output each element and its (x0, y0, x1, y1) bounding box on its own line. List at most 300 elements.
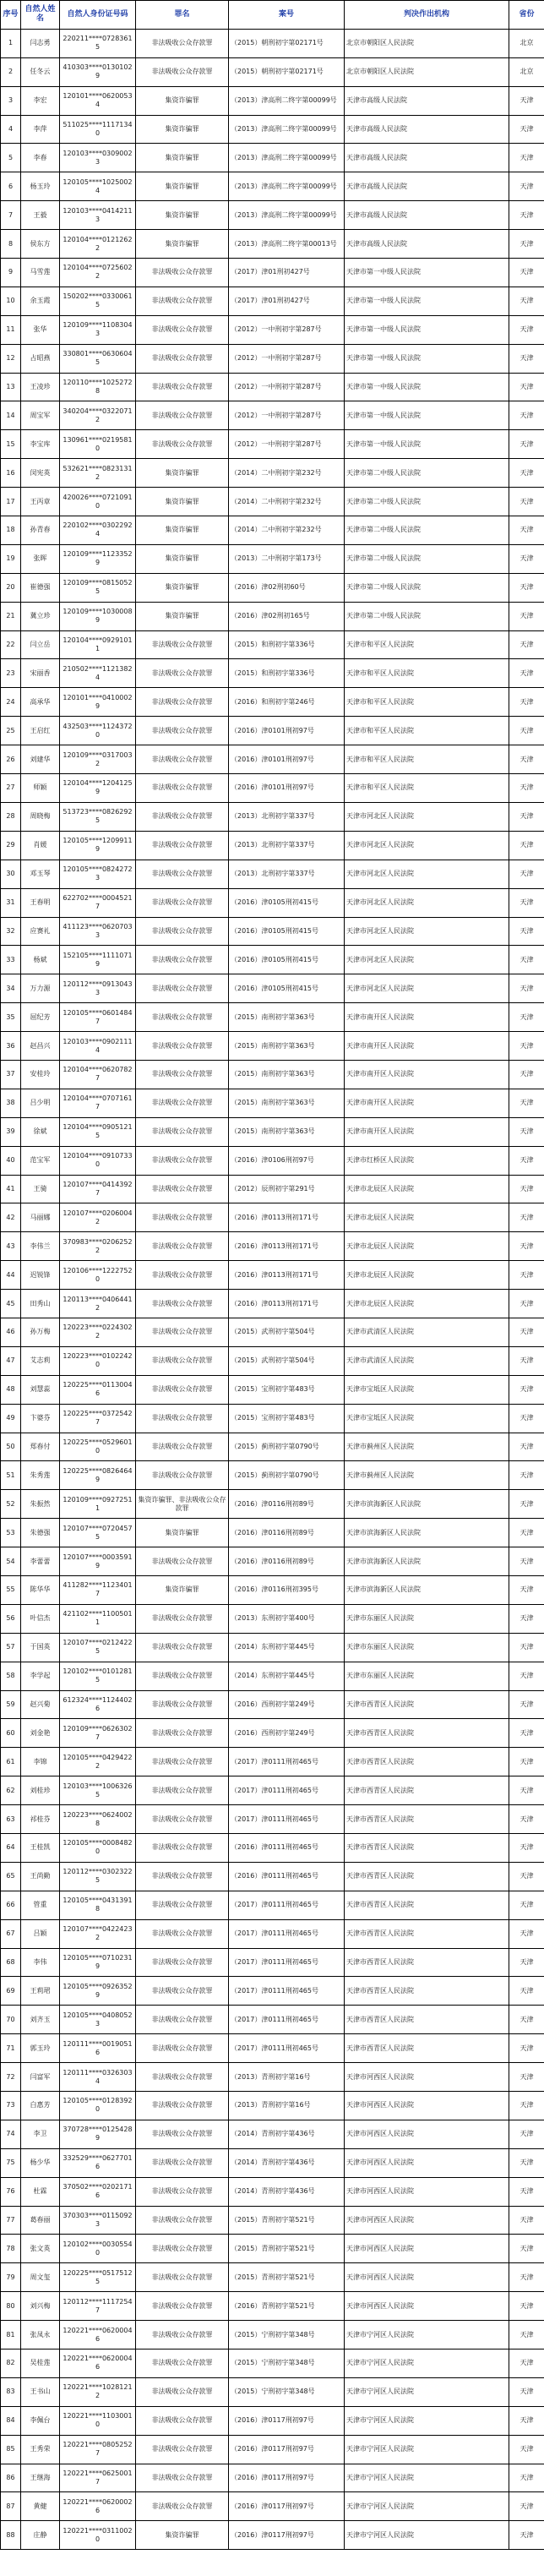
cell-id-number: 420026****07210910 (60, 488, 136, 516)
cell-court: 天津市蓟州区人民法院 (345, 1461, 509, 1490)
cell-court: 天津市南开区人民法院 (345, 1089, 509, 1117)
cell-name: 孙万梅 (21, 1318, 60, 1346)
cell-province: 天津 (509, 2120, 544, 2148)
cell-case-number: （2016）津0101刑初97号 (229, 717, 345, 745)
table-row (1, 2006, 544, 2034)
cell-province: 天津 (509, 2492, 544, 2521)
cell-index: 81 (1, 2321, 21, 2350)
cell-province: 天津 (509, 1805, 544, 1834)
cell-name: 李萍 (21, 115, 60, 144)
cell-case-number: （2015）和刑初字第336号 (229, 659, 345, 688)
cell-province: 天津 (509, 2435, 544, 2464)
table-row (1, 430, 544, 459)
table-row (1, 1690, 544, 1719)
table-row (1, 2492, 544, 2521)
cell-id-number: 120109****08150525 (60, 573, 136, 602)
cell-province: 天津 (509, 1375, 544, 1404)
cell-province: 天津 (509, 401, 544, 430)
cell-index: 83 (1, 2377, 21, 2406)
cell-crime: 非法吸收公众存款罪 (136, 2492, 229, 2521)
cell-province: 天津 (509, 1318, 544, 1346)
cell-index: 32 (1, 917, 21, 946)
cell-court: 天津市河西区人民法院 (345, 2235, 509, 2263)
cell-crime: 非法吸收公众存款罪 (136, 1977, 229, 2006)
cell-province: 天津 (509, 2206, 544, 2235)
cell-crime: 非法吸收公众存款罪 (136, 401, 229, 430)
cell-id-number: 612324****11244026 (60, 1690, 136, 1719)
cell-crime: 非法吸收公众存款罪 (136, 2350, 229, 2378)
cell-name: 于国英 (21, 1633, 60, 1662)
cell-case-number: （2015）宁刑初字第348号 (229, 2377, 345, 2406)
cell-index: 59 (1, 1690, 21, 1719)
cell-court: 天津市北辰区人民法院 (345, 1232, 509, 1261)
cell-index: 50 (1, 1433, 21, 1461)
cell-name: 马丽娜 (21, 1203, 60, 1232)
cell-province: 天津 (509, 488, 544, 516)
cell-id-number: 120105****10250024 (60, 172, 136, 201)
cell-court: 天津市河北区人民法院 (345, 888, 509, 917)
cell-crime: 非法吸收公众存款罪 (136, 2464, 229, 2492)
cell-court: 天津市北辰区人民法院 (345, 1175, 509, 1203)
cell-court: 北京市朝阳区人民法院 (345, 29, 509, 57)
table-row (1, 2034, 544, 2063)
header-case-number: 案号 (229, 1, 345, 30)
cell-index: 10 (1, 287, 21, 315)
cell-province: 天津 (509, 774, 544, 803)
cell-case-number: （2016）津02刑初165号 (229, 602, 345, 630)
table-row (1, 2092, 544, 2120)
cell-case-number: （2014）二中刑初字第232号 (229, 459, 345, 488)
header-crime: 罪名 (136, 1, 229, 30)
cell-crime: 非法吸收公众存款罪 (136, 2377, 229, 2406)
cell-province: 天津 (509, 201, 544, 230)
table-row (1, 373, 544, 401)
cell-name: 李伟 (21, 1948, 60, 1977)
cell-crime: 集资诈骗罪 (136, 230, 229, 259)
cell-id-number: 120110****10252728 (60, 373, 136, 401)
cell-index: 54 (1, 1547, 21, 1576)
cell-crime: 非法吸收公众存款罪 (136, 1290, 229, 1318)
cell-name: 赵兴菊 (21, 1690, 60, 1719)
cell-court: 天津市南开区人民法院 (345, 1117, 509, 1146)
cell-province: 天津 (509, 573, 544, 602)
cell-id-number: 421102****11005011 (60, 1604, 136, 1633)
cell-province: 北京 (509, 29, 544, 57)
cell-case-number: （2016）津02刑初60号 (229, 573, 345, 602)
cell-index: 86 (1, 2464, 21, 2492)
cell-court: 天津市西青区人民法院 (345, 1862, 509, 1891)
cell-case-number: （2016）津0101刑初97号 (229, 745, 345, 774)
cell-court: 天津市河北区人民法院 (345, 831, 509, 860)
table-row (1, 1633, 544, 1662)
cell-name: 刘金艳 (21, 1719, 60, 1748)
table-row (1, 2148, 544, 2177)
cell-crime: 非法吸收公众存款罪 (136, 2263, 229, 2292)
cell-court: 天津市第二中级人民法院 (345, 602, 509, 630)
cell-case-number: （2013）北刑初字第337号 (229, 802, 345, 831)
cell-crime: 非法吸收公众存款罪 (136, 1318, 229, 1346)
cell-name: 王尚勤 (21, 1862, 60, 1891)
cell-court: 天津市河西区人民法院 (345, 2120, 509, 2148)
cell-crime: 集资诈骗罪 (136, 172, 229, 201)
cell-id-number: 120221****10281212 (60, 2377, 136, 2406)
cell-index: 23 (1, 659, 21, 688)
cell-crime: 非法吸收公众存款罪 (136, 259, 229, 287)
cell-crime: 非法吸收公众存款罪 (136, 430, 229, 459)
cell-index: 2 (1, 57, 21, 86)
cell-case-number: （2017）津0111刑初465号 (229, 1776, 345, 1805)
cell-court: 天津市河北区人民法院 (345, 946, 509, 974)
table-row (1, 1776, 544, 1805)
cell-id-number: 120104****01212622 (60, 230, 136, 259)
table-row (1, 630, 544, 659)
cell-province: 天津 (509, 1662, 544, 1690)
cell-name: 王桂凯 (21, 1834, 60, 1863)
cell-id-number: 152105****11110719 (60, 946, 136, 974)
table-row (1, 29, 544, 57)
cell-province: 天津 (509, 1346, 544, 1375)
cell-index: 62 (1, 1776, 21, 1805)
table-row (1, 1547, 544, 1576)
cell-crime: 非法吸收公众存款罪 (136, 1060, 229, 1089)
table-row (1, 115, 544, 144)
cell-index: 6 (1, 172, 21, 201)
cell-case-number: （2017）津01刑初427号 (229, 259, 345, 287)
cell-crime: 非法吸收公众存款罪 (136, 888, 229, 917)
cell-case-number: （2015）蓟刑初字第0790号 (229, 1433, 345, 1461)
cell-court: 天津市滨海新区人民法院 (345, 1490, 509, 1519)
cell-crime: 非法吸收公众存款罪 (136, 2034, 229, 2063)
cell-case-number: （2016）西刑初字第249号 (229, 1690, 345, 1719)
cell-case-number: （2016）津0116刑初395号 (229, 1575, 345, 1604)
cell-court: 天津市宁河区人民法院 (345, 2350, 509, 2378)
cell-crime: 非法吸收公众存款罪 (136, 57, 229, 86)
cell-case-number: （2013）津高刑二终字第00099号 (229, 115, 345, 144)
cell-province: 天津 (509, 688, 544, 717)
cell-case-number: （2012）一中刑初字第287号 (229, 401, 345, 430)
cell-id-number: 120105****06014847 (60, 1003, 136, 1032)
table-row (1, 57, 544, 86)
cell-case-number: （2015）武刑初字第504号 (229, 1346, 345, 1375)
cell-crime: 非法吸收公众存款罪 (136, 1776, 229, 1805)
cell-crime: 集资诈骗罪 (136, 2521, 229, 2550)
cell-index: 71 (1, 2034, 21, 2063)
cell-name: 李伟兰 (21, 1232, 60, 1261)
cell-court: 北京市朝阳区人民法院 (345, 57, 509, 86)
cell-index: 78 (1, 2235, 21, 2263)
cell-crime: 非法吸收公众存款罪 (136, 974, 229, 1003)
cell-court: 天津市第一中级人民法院 (345, 259, 509, 287)
cell-case-number: （2016）津0116刑初89号 (229, 1519, 345, 1547)
cell-case-number: （2013）青刑初字第16号 (229, 2063, 345, 2092)
cell-court: 天津市宁河区人民法院 (345, 2321, 509, 2350)
table-row (1, 688, 544, 717)
cell-id-number: 120221****06250017 (60, 2464, 136, 2492)
cell-crime: 非法吸收公众存款罪 (136, 745, 229, 774)
table-row (1, 1175, 544, 1203)
cell-province: 天津 (509, 86, 544, 115)
cell-name: 李佩台 (21, 2406, 60, 2435)
table-row (1, 1805, 544, 1834)
cell-case-number: （2015）宝刑初字第483号 (229, 1404, 345, 1433)
cell-province: 天津 (509, 1519, 544, 1547)
cell-index: 57 (1, 1633, 21, 1662)
cell-name: 李春 (21, 144, 60, 172)
cell-index: 3 (1, 86, 21, 115)
cell-court: 天津市宁河区人民法院 (345, 2406, 509, 2435)
table-row (1, 259, 544, 287)
cell-id-number: 120105****07102319 (60, 1948, 136, 1977)
table-row (1, 1662, 544, 1690)
cell-id-number: 120225****01130046 (60, 1375, 136, 1404)
cell-province: 天津 (509, 1290, 544, 1318)
cell-name: 白惠芳 (21, 2092, 60, 2120)
cell-index: 46 (1, 1318, 21, 1346)
cell-province: 天津 (509, 1862, 544, 1891)
cell-id-number: 411282****11234017 (60, 1575, 136, 1604)
table-row (1, 1834, 544, 1863)
cell-crime: 非法吸收公众存款罪 (136, 1948, 229, 1977)
cell-name: 吴桂莲 (21, 2350, 60, 2378)
cell-name: 陈华华 (21, 1575, 60, 1604)
cell-id-number: 120111****03263034 (60, 2063, 136, 2092)
table-row (1, 1318, 544, 1346)
table-row (1, 201, 544, 230)
table-row (1, 860, 544, 888)
cell-court: 天津市南开区人民法院 (345, 1003, 509, 1032)
cell-id-number: 120107****07204575 (60, 1519, 136, 1547)
cell-index: 64 (1, 1834, 21, 1863)
cell-index: 31 (1, 888, 21, 917)
cell-court: 天津市西青区人民法院 (345, 1690, 509, 1719)
cell-case-number: （2016）津0117刑初97号 (229, 2406, 345, 2435)
cell-id-number: 120101****04100029 (60, 688, 136, 717)
cell-court: 天津市宝坻区人民法院 (345, 1375, 509, 1404)
cell-province: 天津 (509, 1633, 544, 1662)
cell-court: 天津市滨海新区人民法院 (345, 1575, 509, 1604)
cell-id-number: 410303****01301029 (60, 57, 136, 86)
cell-id-number: 120105****04080523 (60, 2006, 136, 2034)
table-row (1, 2406, 544, 2435)
cell-case-number: （2012）一中刑初字第287号 (229, 344, 345, 373)
cell-index: 42 (1, 1203, 21, 1232)
cell-province: 天津 (509, 2235, 544, 2263)
cell-crime: 非法吸收公众存款罪 (136, 860, 229, 888)
cell-province: 天津 (509, 430, 544, 459)
cell-name: 马雪莲 (21, 259, 60, 287)
cell-index: 61 (1, 1748, 21, 1776)
cell-index: 45 (1, 1290, 21, 1318)
cell-province: 天津 (509, 1547, 544, 1576)
cell-id-number: 120225****03725427 (60, 1404, 136, 1433)
cell-province: 天津 (509, 888, 544, 917)
table-row (1, 831, 544, 860)
cell-name: 余玉霞 (21, 287, 60, 315)
cell-id-number: 370728****01254289 (60, 2120, 136, 2148)
cell-case-number: （2015）青刑初字第521号 (229, 2206, 345, 2235)
cell-id-number: 370983****02062522 (60, 1232, 136, 1261)
table-row (1, 2063, 544, 2092)
table-row (1, 1346, 544, 1375)
cell-index: 13 (1, 373, 21, 401)
cell-name: 李学起 (21, 1662, 60, 1690)
table-row (1, 287, 544, 315)
cell-province: 天津 (509, 1776, 544, 1805)
cell-index: 14 (1, 401, 21, 430)
cell-case-number: （2015）南刑初字第363号 (229, 1060, 345, 1089)
cell-court: 天津市第二中级人民法院 (345, 516, 509, 545)
cell-court: 天津市和平区人民法院 (345, 745, 509, 774)
cell-province: 天津 (509, 2034, 544, 2063)
cell-court: 天津市西青区人民法院 (345, 1948, 509, 1977)
cell-crime: 非法吸收公众存款罪 (136, 2120, 229, 2148)
cell-province: 天津 (509, 1404, 544, 1433)
cell-crime: 非法吸收公众存款罪 (136, 774, 229, 803)
cell-crime: 非法吸收公众存款罪 (136, 1203, 229, 1232)
table-row (1, 459, 544, 488)
table-row (1, 344, 544, 373)
cell-id-number: 340204****03220712 (60, 401, 136, 430)
cell-name: 刘兴梅 (21, 2292, 60, 2321)
cell-index: 79 (1, 2263, 21, 2292)
cell-index: 39 (1, 1117, 21, 1146)
cell-case-number: （2016）津0116刑初89号 (229, 1490, 345, 1519)
cell-case-number: （2016）津0113刑初171号 (229, 1232, 345, 1261)
cell-province: 天津 (509, 1461, 544, 1490)
cell-court: 天津市河西区人民法院 (345, 2063, 509, 2092)
cell-name: 占昭燕 (21, 344, 60, 373)
cell-name: 郭玉玲 (21, 2034, 60, 2063)
cell-case-number: （2017）津0111刑初465号 (229, 1891, 345, 1919)
cell-crime: 非法吸收公众存款罪 (136, 2092, 229, 2120)
cell-court: 天津市东丽区人民法院 (345, 1633, 509, 1662)
table-row (1, 1089, 544, 1117)
cell-crime: 非法吸收公众存款罪 (136, 373, 229, 401)
cell-index: 60 (1, 1719, 21, 1748)
cell-id-number: 120225****05296010 (60, 1433, 136, 1461)
table-row (1, 2350, 544, 2378)
cell-case-number: （2014）东刑初字第445号 (229, 1633, 345, 1662)
cell-crime: 非法吸收公众存款罪 (136, 1919, 229, 1948)
cell-index: 12 (1, 344, 21, 373)
cell-name: 叶信杰 (21, 1604, 60, 1633)
cell-crime: 非法吸收公众存款罪 (136, 2177, 229, 2206)
cell-crime: 非法吸收公众存款罪 (136, 630, 229, 659)
cell-case-number: （2016）津0117刑初97号 (229, 2521, 345, 2550)
cell-index: 70 (1, 2006, 21, 2034)
cell-id-number: 120223****01022420 (60, 1346, 136, 1375)
cell-province: 天津 (509, 1032, 544, 1061)
cell-court: 天津市高级人民法院 (345, 230, 509, 259)
cell-crime: 集资诈骗罪 (136, 516, 229, 545)
cell-name: 赵昌兴 (21, 1032, 60, 1061)
cell-province: 天津 (509, 1948, 544, 1977)
cell-crime: 非法吸收公众存款罪 (136, 2206, 229, 2235)
cell-index: 82 (1, 2350, 21, 2378)
cell-id-number: 120112****03023225 (60, 1862, 136, 1891)
table-row (1, 544, 544, 573)
cell-name: 朱振然 (21, 1490, 60, 1519)
cell-case-number: （2016）津0116刑初89号 (229, 1547, 345, 1576)
table-row (1, 401, 544, 430)
cell-case-number: （2015）朝刑初字第02171号 (229, 29, 345, 57)
cell-index: 63 (1, 1805, 21, 1834)
cell-case-number: （2014）东刑初字第445号 (229, 1662, 345, 1690)
cell-case-number: （2017）津0111刑初465号 (229, 1919, 345, 1948)
cell-case-number: （2016）津0105刑初415号 (229, 888, 345, 917)
cell-index: 69 (1, 1977, 21, 2006)
cell-province: 天津 (509, 602, 544, 630)
cell-index: 44 (1, 1261, 21, 1290)
cell-case-number: （2015）武刑初字第504号 (229, 1318, 345, 1346)
cell-court: 天津市第一中级人民法院 (345, 287, 509, 315)
cell-case-number: （2016）津0106刑初97号 (229, 1146, 345, 1175)
table-row (1, 1862, 544, 1891)
cell-name: 刘慧蕊 (21, 1375, 60, 1404)
cell-name: 任冬云 (21, 57, 60, 86)
cell-index: 5 (1, 144, 21, 172)
table-row (1, 1490, 544, 1519)
cell-name: 李卫 (21, 2120, 60, 2148)
cell-case-number: （2014）青刑初字第436号 (229, 2177, 345, 2206)
cell-province: 天津 (509, 1919, 544, 1948)
cell-crime: 集资诈骗罪 (136, 573, 229, 602)
cell-court: 天津市第一中级人民法院 (345, 430, 509, 459)
cell-crime: 非法吸收公众存款罪 (136, 1404, 229, 1433)
cell-name: 杜霖 (21, 2177, 60, 2206)
cell-case-number: （2017）津0111刑初465号 (229, 1948, 345, 1977)
cell-index: 48 (1, 1375, 21, 1404)
table-row (1, 2206, 544, 2235)
cell-case-number: （2013）津高刑二终字第00099号 (229, 172, 345, 201)
cell-court: 天津市高级人民法院 (345, 201, 509, 230)
cell-crime: 非法吸收公众存款罪 (136, 1261, 229, 1290)
cell-name: 邓玉琴 (21, 860, 60, 888)
cell-case-number: （2015）蓟刑初字第0790号 (229, 1461, 345, 1490)
cell-id-number: 120221****06200026 (60, 2492, 136, 2521)
cell-court: 天津市武清区人民法院 (345, 1318, 509, 1346)
cell-court: 天津市红桥区人民法院 (345, 1146, 509, 1175)
cell-name: 应赛礼 (21, 917, 60, 946)
cell-province: 天津 (509, 745, 544, 774)
table-row (1, 1117, 544, 1146)
table-row (1, 2120, 544, 2148)
cell-court: 天津市西青区人民法院 (345, 1977, 509, 2006)
cell-court: 天津市南开区人民法院 (345, 1060, 509, 1089)
cell-crime: 非法吸收公众存款罪 (136, 802, 229, 831)
cell-court: 天津市河北区人民法院 (345, 917, 509, 946)
cell-case-number: （2015）宁刑初字第348号 (229, 2321, 345, 2350)
cell-index: 33 (1, 946, 21, 974)
cell-id-number: 120104****09107330 (60, 1146, 136, 1175)
table-row (1, 230, 544, 259)
cell-name: 王丙章 (21, 488, 60, 516)
table-row (1, 2263, 544, 2292)
cell-case-number: （2015）南刑初字第363号 (229, 1003, 345, 1032)
cell-id-number: 120225****05175125 (60, 2263, 136, 2292)
cell-court: 天津市滨海新区人民法院 (345, 1547, 509, 1576)
cell-id-number: 120105****01283920 (60, 2092, 136, 2120)
cell-id-number: 120113****04064412 (60, 1290, 136, 1318)
cell-court: 天津市第二中级人民法院 (345, 544, 509, 573)
cell-crime: 非法吸收公众存款罪 (136, 1146, 229, 1175)
cell-crime: 非法吸收公众存款罪 (136, 1346, 229, 1375)
cell-crime: 非法吸收公众存款罪 (136, 1748, 229, 1776)
cell-court: 天津市河西区人民法院 (345, 2292, 509, 2321)
table-row (1, 1977, 544, 2006)
cell-case-number: （2014）二中刑初字第232号 (229, 516, 345, 545)
cell-name: 王书山 (21, 2377, 60, 2406)
